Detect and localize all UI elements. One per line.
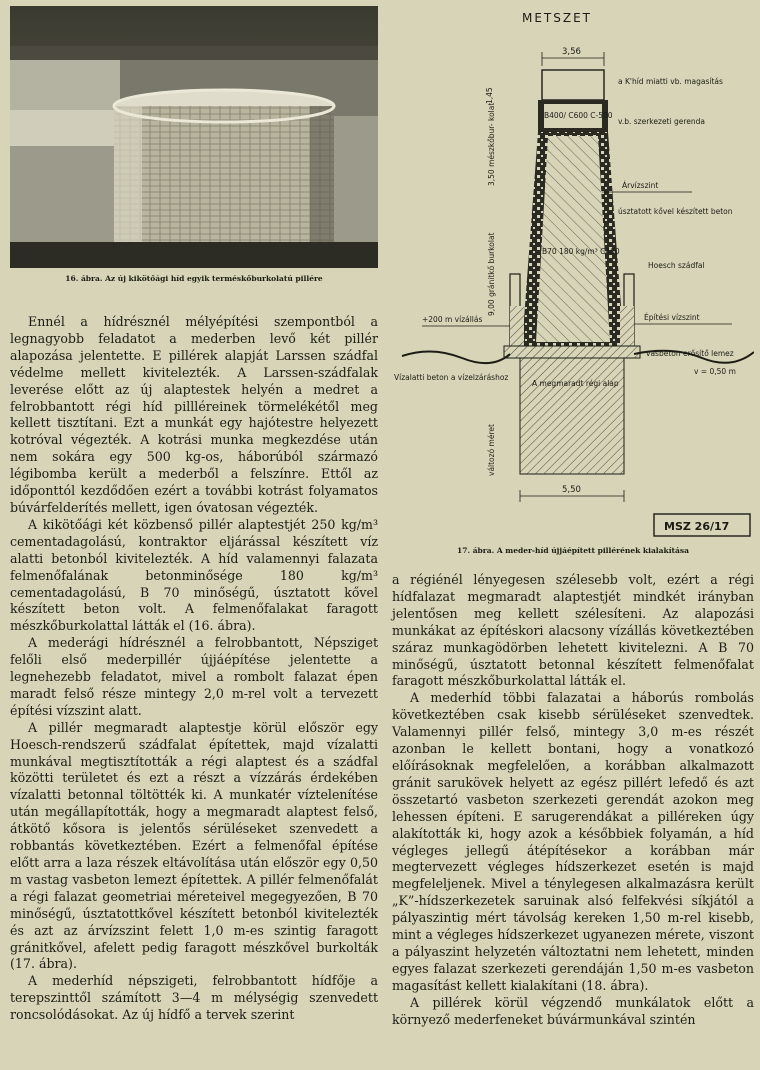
dim-145-label: 1,45 [485, 87, 494, 104]
bottom-width-label: 5,50 [562, 485, 581, 495]
arviz-label: Árvízszint [622, 181, 659, 190]
paragraph: A pillérek körül végzendő munkálatok előtt a környező mederfeneket búvármunkával szintén [392, 994, 754, 1027]
right-text-column [392, 572, 754, 1028]
msz-label: MSZ 26/17 [664, 520, 730, 533]
granit-label: 9,00 gránitkő burkolat [487, 232, 496, 316]
vizallas-label: +200 m vízállás [422, 315, 483, 324]
paragraph: A mederági hídrésznél a felrobbantott, Népsziget felőli első mederpillér újjáépítése jelentette a legnehezebb feladatot, mivel a rombolt falazat épen maradt felső része mintegy 2,0 m-rel volt a tervezett építési vízszint alatt. [10, 635, 378, 718]
left-text-column [10, 314, 378, 1024]
epitesi-label: Építési vízszint [644, 313, 700, 322]
vizalatti-label: Vízalatti beton a vízelzáráshoz [394, 373, 509, 382]
v-050-label: v = 0,50 m [694, 367, 736, 376]
section-title: METSZET [522, 11, 593, 25]
valtozo-label: változó méret [487, 424, 496, 476]
pier-photo-drawing [10, 6, 378, 268]
figure-17-caption: 17. ábra. A meder-híd újjáépített pillérének kialakítása [457, 546, 689, 555]
figure-17-drawing [392, 6, 754, 546]
b70-label: B70 180 kg/m³ C400 [542, 247, 620, 256]
figure-16-caption: 16. ábra. Az új kikötőági híd egyik terméskőburkolatú pillére [65, 274, 323, 283]
paragraph: a régiénél lényegesen szélesebb volt, ezért a régi hídfalazat megmaradt alaptestjét mindkét irányban jelentősen meg kellett szélesíteni. Az alapozási munkákat az építéskori alacsony vízállás következtében száraz munkagödörben lehetett kivitelezni. A B 70 minőségű, úsztatott betonnal készített felmenőfalat faragott mészkőburkolattal látták el. [392, 572, 754, 689]
figure-16-photo [10, 6, 378, 268]
pier-section-diagram [392, 6, 754, 546]
meszko-label: 3,50 mészkőbur- kolat [487, 102, 496, 186]
k-hid-label: a K'híd miatti vb. magasítás [618, 77, 723, 86]
paragraph: A mederhíd többi falazatai a háborús rombolás következtében csak kisebb sérüléseket szenvedtek. Valamennyi pillér felső, mintegy 3,0 m-es részét azonban le kellett bontani, hogy a vonatkozó előírásoknak megfelelően, a korábban alkalmazott gránit sarukövek helyett az egész pillért lefedő és azt összetartó vasbeton szerkezeti gerendát azokon meg lehessen építeni. E sarugerendákat a pilléreken úgy alakították ki, hogy azok a későbbiek folyamán, a híd végleges jellegű átépítésekor a korábban már megtervezett végleges hídszerkezet esetén is majd megfeleljenek. Mivel a ténylegesen alkalmazásra került „K”-hídszerkezetek saruinak alsó felfekvési síkjától a pályaszintig mért távolság kereken 1,50 m-rel kisebb, mint a végleges hídszerkezet ugyanezen mérete, viszont a pályaszint helyzetén változtatni nem lehetett, minden egyes falazat szerkezeti gerendáján 1,50 m-es vasbeton magasítást kellett kialakítani (18. ábra). [392, 690, 754, 993]
hoesch-label: Hoesch szádfal [648, 261, 705, 270]
vasbeton-ersito-label: vasbeton erősítő lemez [646, 349, 734, 358]
paragraph: A kikötőági két közbenső pillér alaptestjét 250 kg/m³ cementadagolású, kontraktor eljárással készített víz alatti betonból kivitelezték. A híd valamennyi falazata felmenőfalának betonminősége 180 kg/m³ cementadagolású, B 70 minőségű, úsztatott kővel készített beton volt. A felmenőfalakat faragott mészkőburkolattal látták el (16. ábra). [10, 516, 378, 634]
paragraph: A mederhíd népszigeti, felrobbantott hídfője a terepszinttől számított 3—4 m mélységig szenvedett roncsolódásokat. Az új hídfő a tervek szerint [10, 973, 378, 1023]
b-c-label: B400/ C600 C-500 [544, 111, 613, 120]
vb-gerenda-label: v.b. szerkezeti gerenda [618, 117, 705, 126]
paragraph: Ennél a hídrésznél mélyépítési szempontból a legnagyobb feladatot a mederben levő két pillér alapozása jelentette. E pillérek alapját Larssen szádfal védelme mellett kivitelezték. A Larssen-szádfalak leverése előtt az új alaptestek helyén a medret a felrobbantott régi híd pillléreinek törmelékétől meg kellett tisztítani. Ezt a munkát egy hajótestre helyezett kotróval végezték. A kotrási munka megkezdése után nem sokára egy 500 kg-os, háborúból származó légibomba került a mederből a felszínre. Ettől az időponttól kezdődően ezért a további kotrást folyamatos búvárfelderítés mellett, igen óvatosan végezték. [10, 314, 378, 515]
top-width-label: 3,56 [562, 47, 581, 57]
paragraph: A pillér megmaradt alaptestje körül először egy Hoesch-rendszerű szádfalat építettek, majd vízalatti munkával megtisztították a régi alaptest és a szádfal közötti területet és ezt a részt a vízzárás érdekében vízalatti betonnal töltötték ki. A munkatér víztelenítése után megállapították, hogy a megmaradt alaptest felső, átkötő kősora is jelentős sérüléseket szenvedett a robbantás következtében. Ezért a felmenőfal építése előtt arra a laza részek eltávolítása után először egy 0,50 m vastag vasbeton lemezt építettek. A pillér felmenőfalát a régi falazat geometriai méreteivel megegyezően, B 70 minőségű, úsztatottkővel készített betonból kivitelezték és azt az árvízszint felett 1,0 m-es szintig faragott gránitkővel, afelett pedig faragott mészkővel burkolták (17. ábra). [10, 719, 378, 972]
usztatott-label: úsztatott kővel készített beton [618, 207, 733, 216]
megmaradt-label: A megmaradt régi alap [532, 379, 619, 388]
